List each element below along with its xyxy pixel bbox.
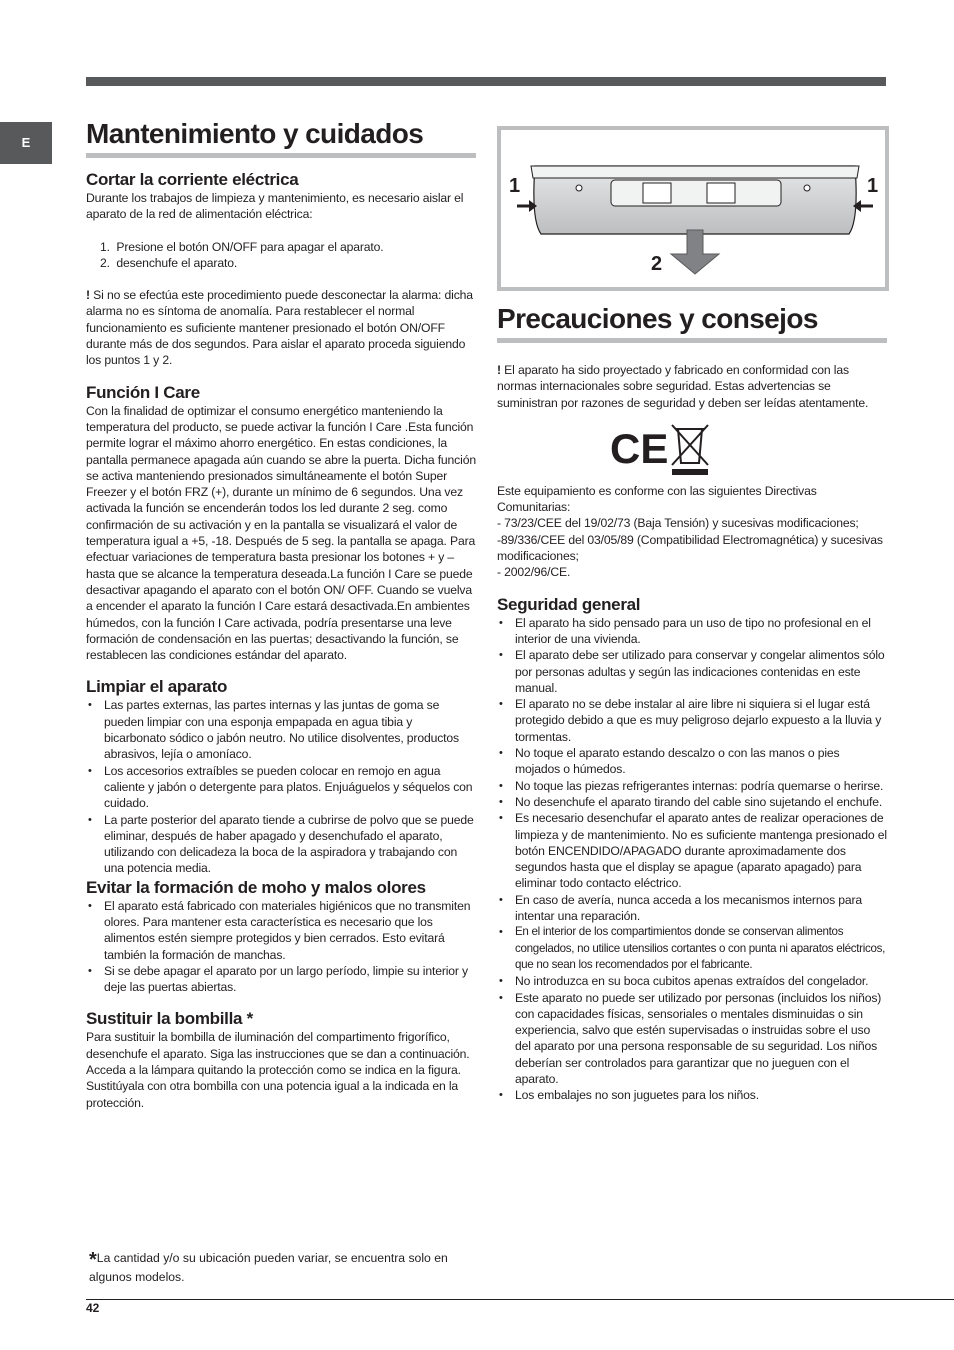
heading-bulb: Sustituir la bombilla * <box>86 1009 253 1029</box>
list-item: • No desenchufe el aparato tirando del cable sino sujetando el enchufe. <box>515 794 887 810</box>
list-item: • Este aparato no puede ser utilizado por personas (incluidos los niños) con capacidades físicas, sensoriales o mentales disminuidas o sin experiencia, salvo que estén supervisadas o instruidas sobre el uso del aparato por una persona responsable de su seguridad. Los niños deberían ser controlados para garantizar que no jueguen con el aparato. <box>515 990 887 1088</box>
section-title: Precauciones y consejos <box>497 303 818 334</box>
list-item: • El aparato debe ser utilizado para conservar y congelar alimentos sólo por personas adultas y según las indicaciones contenidas en este manual. <box>515 647 887 696</box>
figure-label-left: 1 <box>509 175 521 197</box>
figure-label-bottom: 2 <box>651 253 663 275</box>
list-item: • El aparato está fabricado con materiales higiénicos que no transmiten olores. Para mantener esta característica es necesario que los alimentos estén siempre protegidos y bien cerrados. Esto evitará también la formación de manchas. <box>104 898 476 963</box>
language-tab: E <box>0 122 52 164</box>
directive-line: -89/336/CEE del 03/05/89 (Compatibilidad Electromagnética) y sucesivas modificaciones; <box>497 532 883 564</box>
right-column <box>497 126 887 1104</box>
lamp-cover-figure <box>497 126 889 291</box>
ce-weee-marks <box>610 423 710 477</box>
directive-line: - 2002/96/CE. <box>497 565 571 580</box>
list-item: • El aparato ha sido pensado para un uso de tipo no profesional en el interior de una vivienda. <box>515 615 887 648</box>
list-item: 2. desenchufe el aparato. <box>100 255 238 270</box>
compliance-marks <box>610 423 887 477</box>
page-number: 42 <box>86 1301 100 1315</box>
list-item: • En caso de avería, nunca acceda a los mecanismos internos para intentar una reparación. <box>515 892 887 925</box>
heading-mold: Evitar la formación de moho y malos olores <box>86 877 426 897</box>
list-item: • No introduzca en su boca cubitos apenas extraídos del congelador. <box>515 973 887 989</box>
list-item: • No toque el aparato estando descalzo o con las manos o pies mojados o húmedos. <box>515 745 887 778</box>
list-item: • Es necesario desenchufar el aparato antes de realizar operaciones de limpieza y de mantenimiento. No es suficiente mantenga presionado el botón ENCENDIDO/APAGADO durante aproximadamente dos segundos hasta que el display se apague (aparato apagado) para eliminar todo contacto eléctrico. <box>515 810 887 891</box>
bulb-body: Para sustituir la bombilla de iluminación del compartimento frigorífico, desenchufe el aparato. Siga las instrucciones que se dan a continuación. Acceda a la lámpara quitando la protección como se indica en la figura. Sustitúyala con otra bombilla con una potencia igual a la indicada en la protección. <box>86 1030 470 1110</box>
power-intro: Durante los trabajos de limpieza y mantenimiento, es necesario aislar el aparato de la red de alimentación eléctrica: <box>86 191 464 222</box>
lamp-cover-illustration <box>501 130 885 287</box>
list-item: • La parte posterior del aparato tiende a cubrirse de polvo que se puede eliminar, después de haber apagado y desenchufado el aparato, utilizando con delicadeza la boca de la aspiradora y trabajando con una potencia media. <box>104 812 476 877</box>
heading-icare: Función I Care <box>86 382 200 402</box>
power-note: ! Si no se efectúa este procedimiento puede desconectar la alarma: dicha alarma no es síntoma de anomalía. Para restablecer el normal funcionamiento es suficiente mantener presionado el botón ON/OFF durante más de dos segundos. Para aislar el aparato proceda siguiendo los puntos 1 y 2. <box>86 288 473 368</box>
list-item: • Los accesorios extraíbles se pueden colocar en remojo en agua caliente y jabón o detergente para platos. Enjuáguelos y séquelos con cuidado. <box>104 763 476 812</box>
left-column <box>86 116 476 1111</box>
heading-power: Cortar la corriente eléctrica <box>86 170 299 189</box>
footnote <box>89 1250 479 1286</box>
directive-line: - 73/23/CEE del 19/02/73 (Baja Tensión) y sucesivas modificaciones; <box>497 516 859 531</box>
figure-label-right: 1 <box>867 175 879 197</box>
bottom-rule <box>86 1299 954 1300</box>
list-item: • No toque las piezas refrigerantes internas: podría quemarse o herirse. <box>515 778 887 794</box>
ce-mark: CE <box>610 424 669 472</box>
directive-line: Este equipamiento es conforme con las siguientes Directivas Comunitarias: <box>497 483 817 515</box>
power-steps <box>86 239 476 272</box>
heading-safety: Seguridad general <box>497 594 641 614</box>
weee-bin-icon <box>672 425 708 475</box>
heading-clean: Limpiar el aparato <box>86 677 228 697</box>
mold-list <box>86 898 476 996</box>
list-item: • Los embalajes no son juguetes para los niños. <box>515 1087 887 1103</box>
list-item: • El aparato no se debe instalar al aire libre ni siquiera si el lugar está protegido debido a que es muy peligroso dejarlo expuesto a la lluvia y tormentas. <box>515 696 887 745</box>
icare-body: Con la finalidad de optimizar el consumo energético manteniendo la temperatura del producto, se puede activar la función I Care .Esta función permite lograr el máximo ahorro energético. En estas condiciones, la pantalla permanece apagada aún cuando se abre la puerta. Dicha función se activa manteniendo presionados simultáneamente el botón Super Freezer y el botón FRZ (+), durante un mínimo de 6 segundos. Una vez activada la función se encenderán todos los led durante 2 seg. como confirmación de su activación y en la pantalla se visualizará el valor de temperatura igual a +5, -18. Después de 5 seg. la pantalla se apaga. Para efectuar variaciones de temperatura basta presionar los botones + y – hasta que se alcance la temperatura deseada.La función I Care se puede desactivar apagando el aparato con el botón ON/ OFF. Cuando se vuelva a encender el aparato la función I Care estará desactivada.En ambientes húmedos, con la función I Care activada, podría presentarse una leve formación de condensación en las puertas; desactivando la función, se restablecen las condiciones estándar del aparato. <box>86 403 476 663</box>
safety-list <box>497 615 887 1104</box>
list-item: • En el interior de los compartimientos donde se conservan alimentos congelados, no utilice utensilios cortantes o con punta ni aparatos eléctricos, que no sean los recomendados por el fabricante. <box>515 924 887 973</box>
list-item: • Las partes externas, las partes internas y las juntas de goma se pueden limpiar con una esponja empapada en agua tibia y bicarbonato sódico o jabón neutro. No utilice disolventes, productos abrasivos, lejía o amoníaco. <box>104 697 476 762</box>
footnote-text: La cantidad y/o su ubicación pueden variar, se encuentra solo en algunos modelos. <box>89 1251 448 1284</box>
title-rule <box>86 153 476 158</box>
title-rule <box>497 338 887 343</box>
precautions-intro: ! El aparato ha sido proyectado y fabricado en conformidad con las normas internacionales sobre seguridad. Estas advertencias se suministran por razones de seguridad y deben ser leídas atentamente. <box>497 363 869 410</box>
clean-list <box>86 697 476 876</box>
list-item: 1. Presione el botón ON/OFF para apagar el aparato. <box>100 239 384 254</box>
page-title: Mantenimiento y cuidados <box>86 118 424 149</box>
top-bar <box>86 77 886 86</box>
list-item: • Si se debe apagar el aparato por un largo período, limpie su interior y deje las puertas abiertas. <box>104 963 476 996</box>
footnote-star: * <box>89 1249 97 1271</box>
